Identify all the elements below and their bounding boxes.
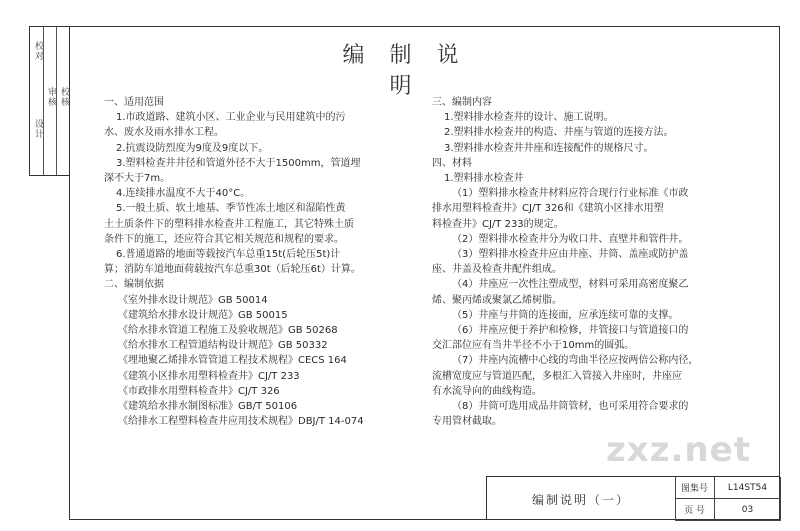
title-block: [486, 476, 780, 520]
text-line: 有水流导向的曲线构造。: [432, 385, 542, 397]
binding-column: [56, 27, 70, 175]
text-line: 1.市政道路、建筑小区、工业企业与民用建筑中的污: [116, 112, 346, 124]
binding-margin: [29, 26, 69, 176]
text-line: 算；消防车道地面荷载按汽车总重30t（后轮压6t）计算。: [104, 264, 361, 276]
text-line: 土土质条件下的塑料排水检查井工程施工，其它特殊土质: [104, 218, 354, 230]
atlas-label: 图集号: [675, 477, 715, 499]
right-column: [432, 95, 732, 429]
text-line: （7）井座内流槽中心线的弯曲半径应按两倍公称内径，: [452, 355, 699, 367]
left-column: [104, 95, 414, 429]
text-line: 《埋地聚乙烯排水管管道工程技术规程》CECS 164: [118, 355, 347, 367]
binding-label: 审核: [46, 87, 56, 107]
text-line: （5）井座与井筒的连接面，应承连续可靠的支撑。: [452, 309, 679, 321]
text-line: （3）塑料排水检查井应由井座、井筒、盖座或防护盖: [452, 249, 689, 261]
text-line: 2.抗震设防烈度为9度及9度以下。: [116, 142, 269, 154]
page-number: 03: [715, 499, 781, 521]
text-line: 座、井盖及检查井配件组成。: [432, 264, 562, 276]
text-line: 排水用塑料检查井》CJ/T 326和《建筑小区排水用塑: [432, 203, 664, 215]
text-line: 专用管材截取。: [432, 416, 502, 428]
text-line: 4.连续排水温度不大于40°C。: [116, 188, 251, 200]
text-line: （8）井筒可选用成品井筒管材，也可采用符合要求的: [452, 401, 689, 413]
text-line: （4）井座应一次性注塑成型，材料可采用高密度聚乙: [452, 279, 689, 291]
page-title: 编 制 说 明: [342, 43, 468, 99]
text-line: 《建筑给水排水制图标准》GB/T 50106: [118, 401, 298, 413]
text-line: 2.塑料排水检查井的构造、井座与管道的连接方法。: [444, 127, 674, 139]
text-line: 《市政排水用塑料检查井》CJ/T 326: [118, 385, 280, 397]
page-label: 页 号: [675, 499, 715, 521]
text-line: 5.一般土质、软土地基、季节性冻土地区和湿陷性黄: [116, 203, 346, 215]
atlas-number: L14ST54: [715, 477, 781, 499]
text-line: 水、废水及雨水排水工程。: [104, 127, 224, 139]
text-line: 3.塑料检查井井径和管道外径不大于1500mm，管道埋: [116, 157, 361, 169]
text-line: 《给水排水工程管道结构设计规范》GB 50332: [118, 340, 328, 352]
text-line: 《建筑小区排水用塑料检查井》CJ/T 233: [118, 370, 300, 382]
text-line: 四、材料: [432, 157, 472, 169]
text-line: 料检查井》CJ/T 233的规定。: [432, 218, 564, 230]
text-line: 1.塑料排水检查井的设计、施工说明。: [444, 112, 614, 124]
binding-column: [43, 27, 57, 175]
text-line: 6.普通道路的地面等载按汽车总重15t(后轮压5t)计: [116, 249, 341, 261]
binding-label: 校对: [33, 41, 43, 61]
binding-label: 设计: [33, 119, 43, 139]
text-line: 深不大于7m。: [104, 173, 171, 185]
sheet-name: 编制说明（一）: [487, 477, 676, 521]
text-line: 《给水排水管道工程施工及验收规范》GB 50268: [118, 325, 338, 337]
text-line: 条件下的施工，还应符合其它相关规范和规程的要求。: [104, 233, 344, 245]
text-line: 3.塑料排水检查井井座和连接配件的规格尺寸。: [444, 142, 654, 154]
binding-column: [30, 27, 44, 175]
text-line: 一、适用范围: [104, 97, 164, 108]
text-line: 《给排水工程塑料检查井应用技术规程》DBJ/T 14-074: [118, 416, 364, 428]
text-line: 三、编制内容: [432, 97, 492, 108]
text-line: 《室外排水设计规范》GB 50014: [118, 294, 268, 306]
text-line: 二、编制依据: [104, 279, 164, 291]
text-line: （1）塑料排水检查井材料应符合现行行业标准《市政: [452, 188, 689, 200]
text-line: （6）井座应便于养护和检修，井管接口与管道接口的: [452, 325, 689, 337]
text-line: 交汇部位应有当井半径不小于10mm的圆弧。: [432, 340, 635, 352]
text-line: 1.塑料排水检查井: [444, 173, 524, 185]
text-line: 《建筑给水排水设计规范》GB 50015: [118, 309, 288, 321]
watermark: zxz.net: [606, 430, 751, 470]
text-line: （2）塑料排水检查井分为收口井、直壁井和管件井。: [452, 233, 689, 245]
binding-label: 校核: [59, 87, 69, 107]
text-line: 烯、聚丙烯或聚氯乙烯树脂。: [432, 294, 562, 306]
text-line: 流槽宽度应与管道匹配，多根汇入管接入井座时，井座应: [432, 370, 682, 382]
